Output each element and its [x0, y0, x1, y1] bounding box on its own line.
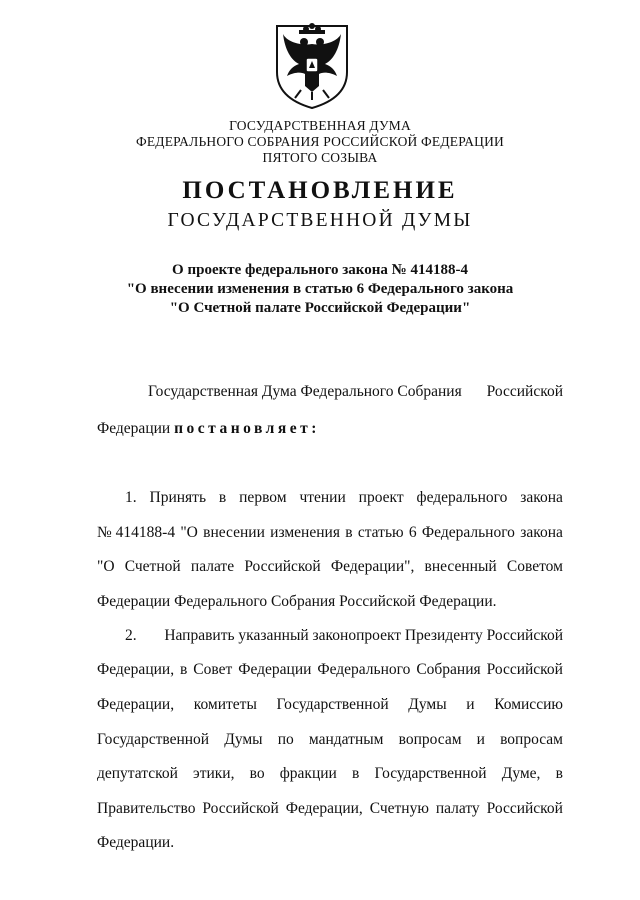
- word: статью: [357, 524, 404, 541]
- word: в: [218, 489, 227, 506]
- word: по: [277, 731, 294, 748]
- word: Федерации,: [97, 661, 175, 678]
- word: Совет: [193, 661, 233, 678]
- item2-line-5: [97, 765, 563, 783]
- word: Думы: [408, 696, 447, 713]
- word: Советом: [506, 558, 563, 575]
- word: закона: [520, 524, 563, 541]
- word: Федерации,: [285, 800, 363, 817]
- word: изменения: [270, 524, 340, 541]
- word: депутатской: [97, 765, 178, 782]
- preamble-text: Государственная Дума Федерального Собрания: [148, 383, 462, 400]
- word: палату: [435, 800, 480, 817]
- item2-line-3: [97, 696, 563, 714]
- word: в: [180, 661, 188, 678]
- word: комитеты: [193, 696, 257, 713]
- item1-line-2: [97, 524, 563, 542]
- word: Российской: [244, 558, 321, 575]
- word: мандатным: [308, 731, 384, 748]
- word: Счетную: [369, 800, 429, 817]
- word: фракции: [279, 765, 337, 782]
- word: 6: [408, 524, 417, 541]
- subject-line-2: "О внесении изменения в статью 6 Федерального закона: [126, 281, 514, 297]
- word: и: [466, 696, 475, 713]
- word: вопросам: [500, 731, 563, 748]
- word: Государственной: [374, 765, 487, 782]
- preamble-text: Федерации: [97, 420, 171, 437]
- header-assembly: ФЕДЕРАЛЬНОГО СОБРАНИЯ РОССИЙСКОЙ ФЕДЕРАЦИИ: [136, 134, 504, 149]
- word: Федерального: [317, 661, 411, 678]
- word: Федерации",: [330, 558, 415, 575]
- word: Федерации: [238, 661, 312, 678]
- word: федерального: [416, 489, 508, 506]
- word: в: [352, 765, 360, 782]
- word: Федерации,: [97, 696, 175, 713]
- document-subtitle: ГОСУДАРСТВЕННОЙ ДУМЫ: [167, 210, 473, 231]
- subject-line-1: О проекте федерального закона № 414188-4: [172, 262, 468, 278]
- word: Правительство: [97, 800, 196, 817]
- word: Направить указанный законопроект Президенту Российской: [164, 627, 563, 644]
- word: Думе,: [501, 765, 541, 782]
- word: Принять: [149, 489, 207, 506]
- item1-line-1: [125, 489, 563, 507]
- word: Российской: [486, 800, 563, 817]
- item2-line-1: [125, 627, 563, 645]
- word: проект: [358, 489, 404, 506]
- item1-line-4: Федерации Федерального Собрания Российской Федерации.: [97, 593, 497, 610]
- word: внесенный: [424, 558, 497, 575]
- item2-line-7: Федерации.: [97, 834, 175, 851]
- item2-line-4: [97, 731, 563, 749]
- word: Федерального: [421, 524, 515, 541]
- word: вопросам: [398, 731, 462, 748]
- header-duma: ГОСУДАРСТВЕННАЯ ДУМА: [229, 118, 411, 133]
- item-number: 1.: [125, 489, 137, 506]
- word: палате: [190, 558, 235, 575]
- header-convocation: ПЯТОГО СОЗЫВА: [262, 150, 378, 165]
- word: закона: [520, 489, 563, 506]
- word: "О: [180, 524, 198, 541]
- preamble-line-1: [148, 383, 563, 401]
- resolves-keyword: постановляет:: [174, 420, 320, 437]
- word: Российской: [486, 661, 563, 678]
- word: в: [555, 765, 563, 782]
- item2-line-2: [97, 661, 563, 679]
- word: Российской: [202, 800, 279, 817]
- preamble-line-2: [97, 420, 320, 438]
- preamble-text: Российской: [486, 383, 563, 400]
- document-title: ПОСТАНОВЛЕНИЕ: [182, 177, 458, 204]
- word: Государственной: [97, 731, 210, 748]
- word: в: [345, 524, 353, 541]
- subject-line-3: "О Счетной палате Российской Федерации": [169, 300, 471, 316]
- word: № 414188-4: [97, 524, 176, 541]
- word: первом: [239, 489, 287, 506]
- word: Комиссию: [494, 696, 563, 713]
- word: внесении: [203, 524, 265, 541]
- word: Государственной: [276, 696, 389, 713]
- word: чтении: [299, 489, 346, 506]
- item1-line-3: [97, 558, 563, 576]
- word: Думы: [224, 731, 263, 748]
- word: и: [476, 731, 485, 748]
- word: Собрания: [416, 661, 481, 678]
- word: во: [249, 765, 265, 782]
- word: этики,: [193, 765, 235, 782]
- item2-line-6: [97, 800, 563, 818]
- coat-of-arms-icon: [271, 20, 353, 112]
- word: "О: [97, 558, 115, 575]
- item-number: 2.: [125, 627, 137, 644]
- word: Счетной: [124, 558, 181, 575]
